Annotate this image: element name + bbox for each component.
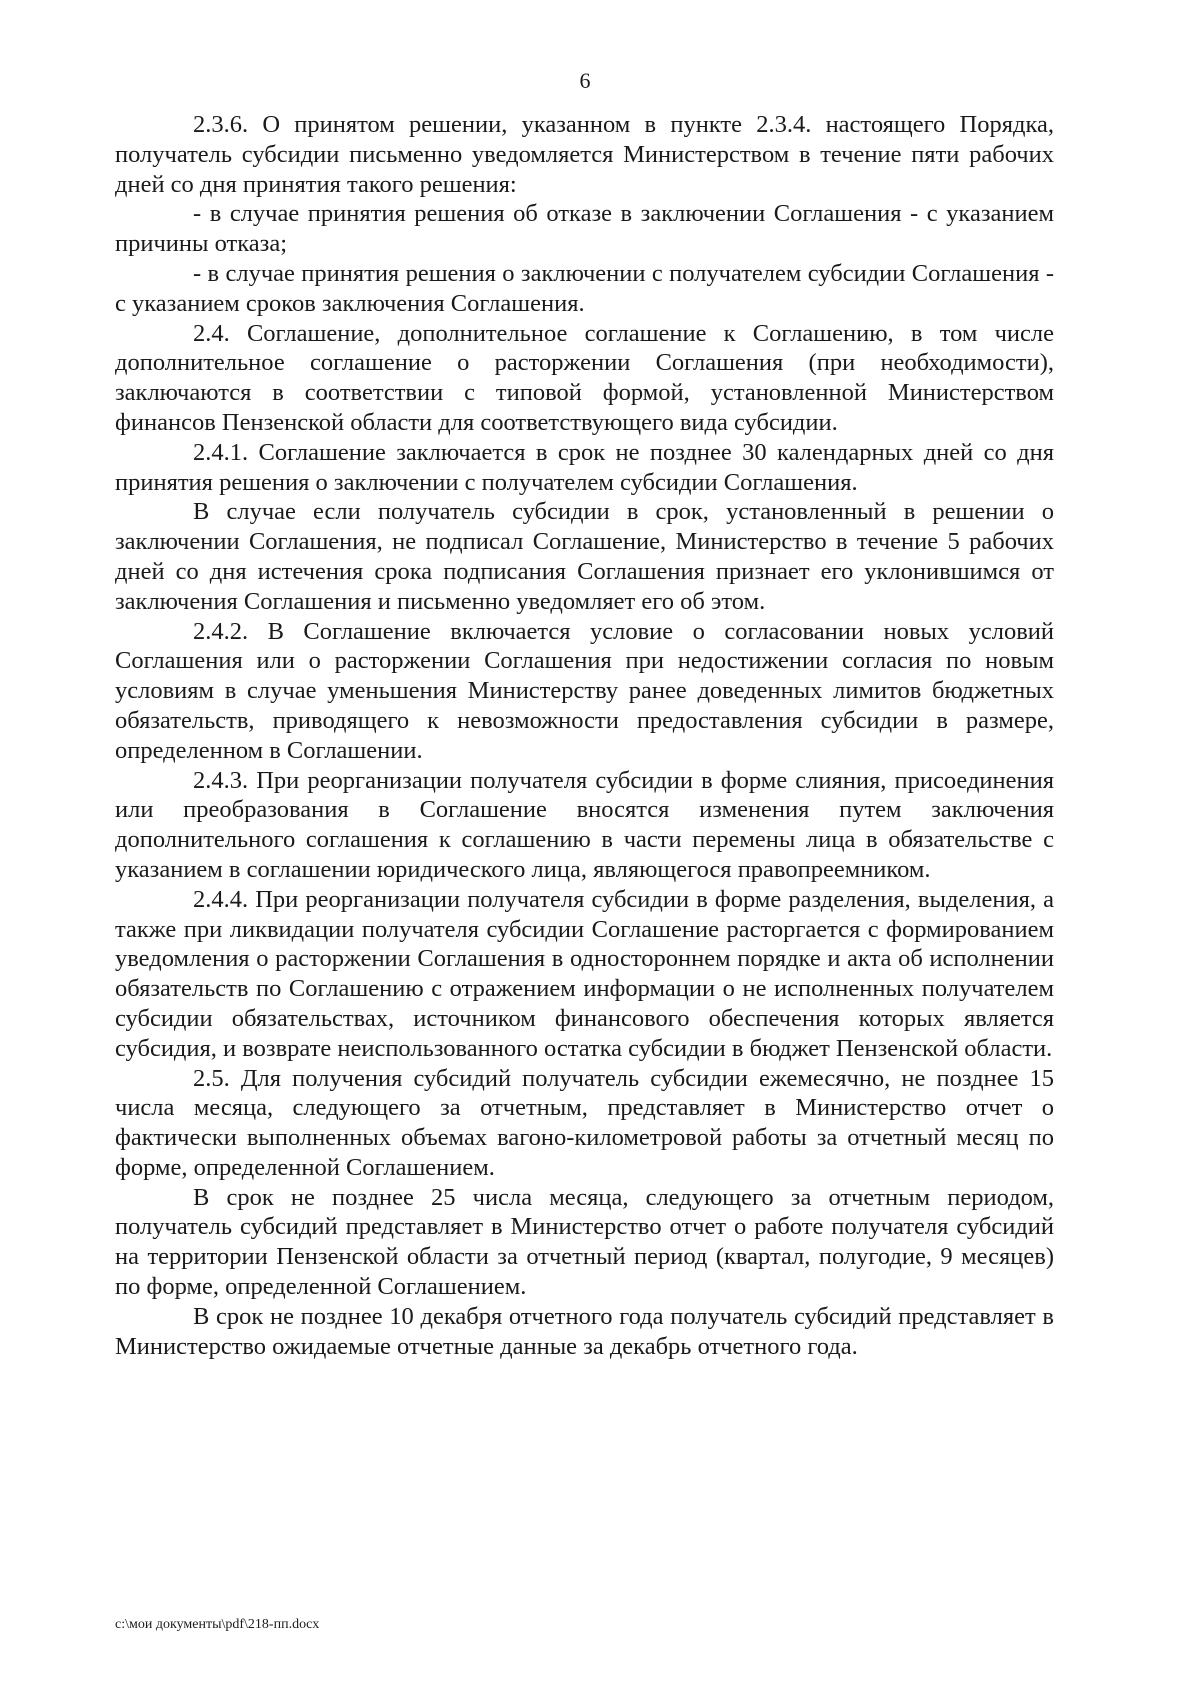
paragraph-2-4-2: 2.4.2. В Соглашение включается условие о согласовании новых условий Соглашения или о расторжении Соглашения при недостижении согласия по новым условиям в случае уменьшения Министерству ранее доведенных лимитов бюджетных обязательств, приводящего к невозможности предоставления субсидии в размере, определенном в Соглашении. (115, 617, 1054, 764)
paragraph-2-3-6: 2.3.6. О принятом решении, указанном в пункте 2.3.4. настоящего Порядка, получатель субсидии письменно уведомляется Министерством в течение пяти рабочих дней со дня принятия такого решения: (115, 111, 1054, 198)
paragraph-conclusion-case: - в случае принятия решения о заключении с получателем субсидии Соглашения - с указанием сроков заключения Соглашения. (115, 259, 1054, 317)
paragraph-refusal-case: - в случае принятия решения об отказе в заключении Соглашения - с указанием причины отказа; (115, 200, 1054, 258)
footer-file-path: c:\мои документы\pdf\218-пп.docx (115, 1617, 320, 1632)
paragraph-report-25: В срок не позднее 25 числа месяца, следующего за отчетным периодом, получатель субсидий представляет в Министерство отчет о работе получателя субсидий на территории Пензенской области за отчетный период (квартал, полугодие, 9 месяцев) по форме, определенной Соглашением. (115, 1183, 1054, 1301)
paragraph-evasion: В случае если получатель субсидии в срок, установленный в решении о заключении Соглашения, не подписал Соглашение, Министерство в течение 5 рабочих дней со дня истечения срока подписания Соглашения признает его уклонившимся от заключения Соглашения и письменно уведомляет его об этом. (115, 498, 1054, 615)
paragraph-2-4-4: 2.4.4. При реорганизации получателя субсидии в форме разделения, выделения, а также при ликвидации получателя субсидии Соглашение расторгается с формированием уведомления о расторжении Соглашения в одностороннем порядке и акта об исполнении обязательств по Соглашению с отражением информации о не исполненных получателем субсидии обязательствах, источником финансового обеспечения которых является субсидия, и возврате неиспользованного остатка субсидии в бюджет Пензенской области. (115, 885, 1054, 1062)
page-number: 6 (579, 68, 591, 93)
paragraph-2-4: 2.4. Соглашение, дополнительное соглашение к Соглашению, в том числе дополнительное соглашение о расторжении Соглашения (при необходимости), заключаются в соответствии с типовой формой, установленной Министерством финансов Пензенской области для соответствующего вида субсидии. (115, 319, 1054, 436)
document-body (115, 110, 1054, 1361)
paragraph-2-4-1: 2.4.1. Соглашение заключается в срок не позднее 30 календарных дней со дня принятия решения о заключении с получателем субсидии Соглашения. (115, 438, 1054, 496)
paragraph-2-4-3: 2.4.3. При реорганизации получателя субсидии в форме слияния, присоединения или преобразования в Соглашение вносятся изменения путем заключения дополнительного соглашения к соглашению в части перемены лица в обязательстве с указанием в соглашении юридического лица, являющегося правопреемником. (115, 766, 1054, 883)
paragraph-report-december: В срок не позднее 10 декабря отчетного года получатель субсидий представляет в Министерство ожидаемые отчетные данные за декабрь отчетного года. (115, 1302, 1054, 1360)
paragraph-2-5: 2.5. Для получения субсидий получатель субсидии ежемесячно, не позднее 15 числа месяца, следующего за отчетным, представляет в Министерство отчет о фактически выполненных объемах вагоно-километровой работы за отчетный месяц по форме, определенной Соглашением. (115, 1064, 1054, 1181)
